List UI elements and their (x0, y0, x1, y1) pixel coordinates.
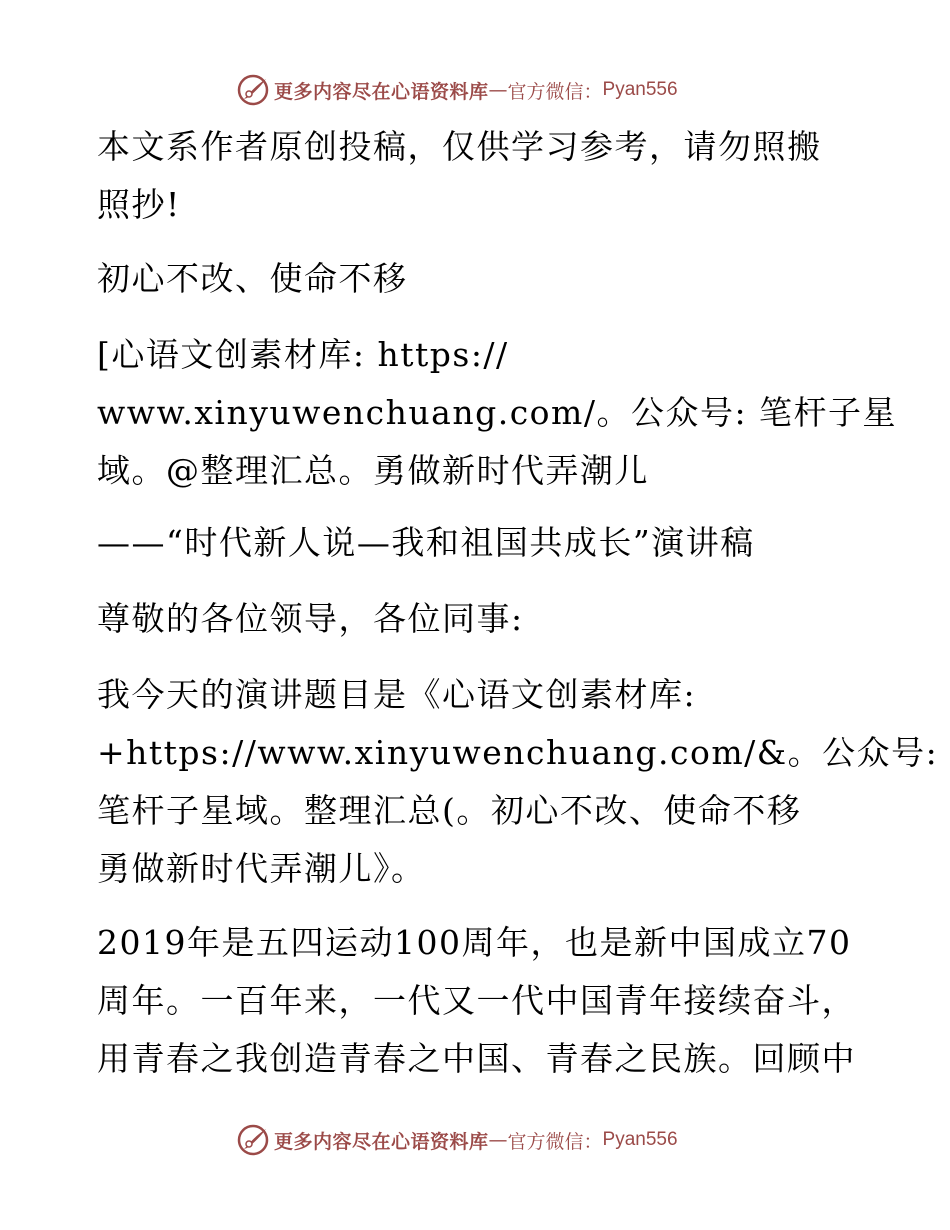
paragraph-intro (97, 914, 857, 1088)
text-line: 笔杆子星域。整理汇总(。初心不改、使命不移 (97, 791, 802, 830)
quill-circle-logo-icon (236, 1123, 270, 1157)
watermark-dash: — (488, 1129, 508, 1151)
text-line: 照抄! (97, 185, 181, 224)
watermark-account-label: 官方微信： (507, 1130, 603, 1153)
paragraph-topic (97, 666, 939, 898)
text-line: 2019年是五四运动100周年，也是新中国成立70 (97, 923, 852, 962)
watermark-account-label: 官方微信： (507, 80, 603, 103)
quill-circle-logo-icon (236, 73, 270, 107)
footer-watermark (236, 1122, 678, 1158)
watermark-wechat-id: Pyan556 (602, 1129, 678, 1150)
text-line: www.xinyuwenchuang.com/。公众号: 笔杆子星 (97, 393, 898, 432)
paragraph-greeting (97, 590, 857, 648)
paragraph-notice (97, 118, 857, 234)
text-line: 域。@整理汇总。勇做新时代弄潮儿 (97, 451, 649, 490)
watermark-site-text: 更多内容尽在心语资料库 (274, 1130, 489, 1153)
watermark-dash: — (488, 79, 508, 101)
text-line: 初心不改、使命不移 (97, 259, 408, 298)
text-line: 勇做新时代弄潮儿》。 (97, 849, 426, 888)
watermark-wechat-id: Pyan556 (602, 79, 678, 100)
text-line: 周年。一百年来，一代又一代中国青年接续奋斗， (97, 981, 856, 1020)
paragraph-subtitle (97, 514, 857, 572)
paragraph-source (97, 326, 898, 500)
text-line: [心语文创素材库: https:// (97, 335, 509, 374)
text-line: 本文系作者原创投稿，仅供学习参考，请勿照搬 (97, 127, 822, 166)
text-line: +https://www.xinyuwenchuang.com/&。公众号: (97, 733, 939, 772)
text-line: ——“时代新人说—我和祖国共成长”演讲稿 (97, 523, 755, 562)
header-watermark (236, 72, 678, 108)
watermark-site-text: 更多内容尽在心语资料库 (274, 80, 489, 103)
text-line: 用青春之我创造青春之中国、青春之民族。回顾中 (97, 1039, 856, 1078)
text-line: 尊敬的各位领导，各位同事: (97, 599, 524, 638)
paragraph-title (97, 250, 857, 308)
text-line: 我今天的演讲题目是《心语文创素材库: (97, 675, 697, 714)
